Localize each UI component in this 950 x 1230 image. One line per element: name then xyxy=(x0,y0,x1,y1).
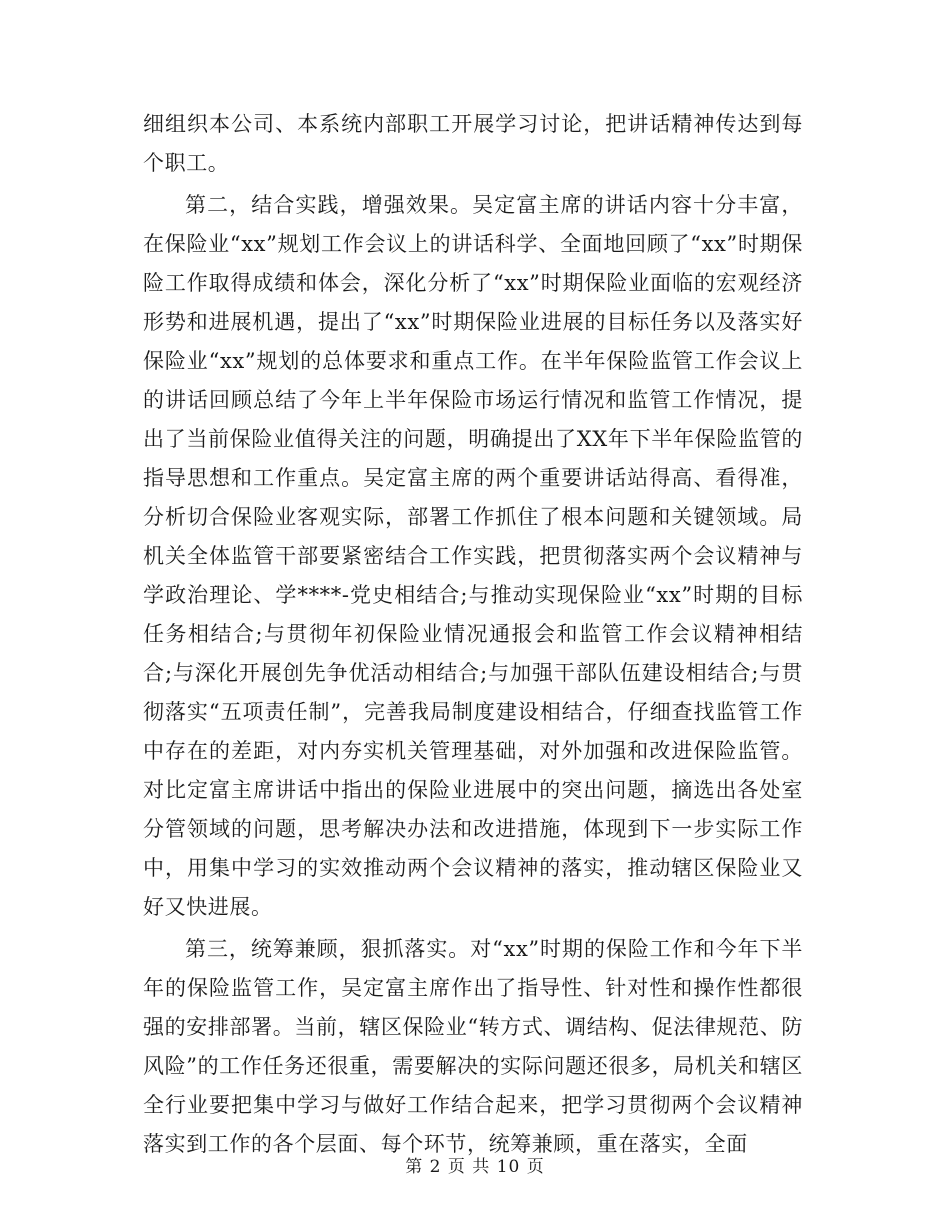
paragraph-continuation: 细组织本公司、本系统内部职工开展学习讨论，把讲话精神传达到每个职工。 xyxy=(143,112,803,175)
document-body xyxy=(143,105,803,1167)
paragraph-second-point: 第二，结合实践，增强效果。吴定富主席的讲话内容十分丰富，在保险业“xx”规划工作会议上的讲话科学、全面地回顾了“xx”时期保险工作取得成绩和体会，深化分析了“xx”时期保险业面临的宏观经济形势和进展机遇，提出了“xx”时期保险业进展的目标任务以及落实好保险业“xx”规划的总体要求和重点工作。在半年保险监管工作会议上的讲话回顾总结了今年上半年保险市场运行情况和监管工作情况，提出了当前保险业值得关注的问题，明确提出了XX年下半年保险监管的指导思想和工作重点。吴定富主席的两个重要讲话站得高、看得准，分析切合保险业客观实际，部署工作抓住了根本问题和关键领域。局机关全体监管干部要紧密结合工作实践，把贯彻落实两个会议精神与学政治理论、学****-党史相结合;与推动实现保险业“xx”时期的目标任务相结合;与贯彻年初保险业情况通报会和监管工作会议精神相结合;与深化开展创先争优活动相结合;与加强干部队伍建设相结合;与贯彻落实“五项责任制”，完善我局制度建设相结合，仔细查找监管工作中存在的差距，对内夯实机关管理基础，对外加强和改进保险监管。对比定富主席讲话中指出的保险业进展中的突出问题，摘选出各处室分管领域的问题，思考解决办法和改进措施，体现到下一步实际工作中，用集中学习的实效推动两个会议精神的落实，推动辖区保险业又好又快进展。 xyxy=(143,193,803,919)
page-number-footer: 第 2 页 共 10 页 xyxy=(405,1157,545,1177)
paragraph-third-point: 第三，统筹兼顾，狠抓落实。对“xx”时期的保险工作和今年下半年的保险监管工作，吴定富主席作出了指导性、针对性和操作性都很强的安排部署。当前，辖区保险业“转方式、调结构、促法律规范、防风险”的工作任务还很重，需要解决的实际问题还很多，局机关和辖区全行业要把集中学习与做好工作结合起来，把学习贯彻两个会议精神落实到工作的各个层面、每个环节，统筹兼顾，重在落实，全面 xyxy=(143,937,803,1156)
